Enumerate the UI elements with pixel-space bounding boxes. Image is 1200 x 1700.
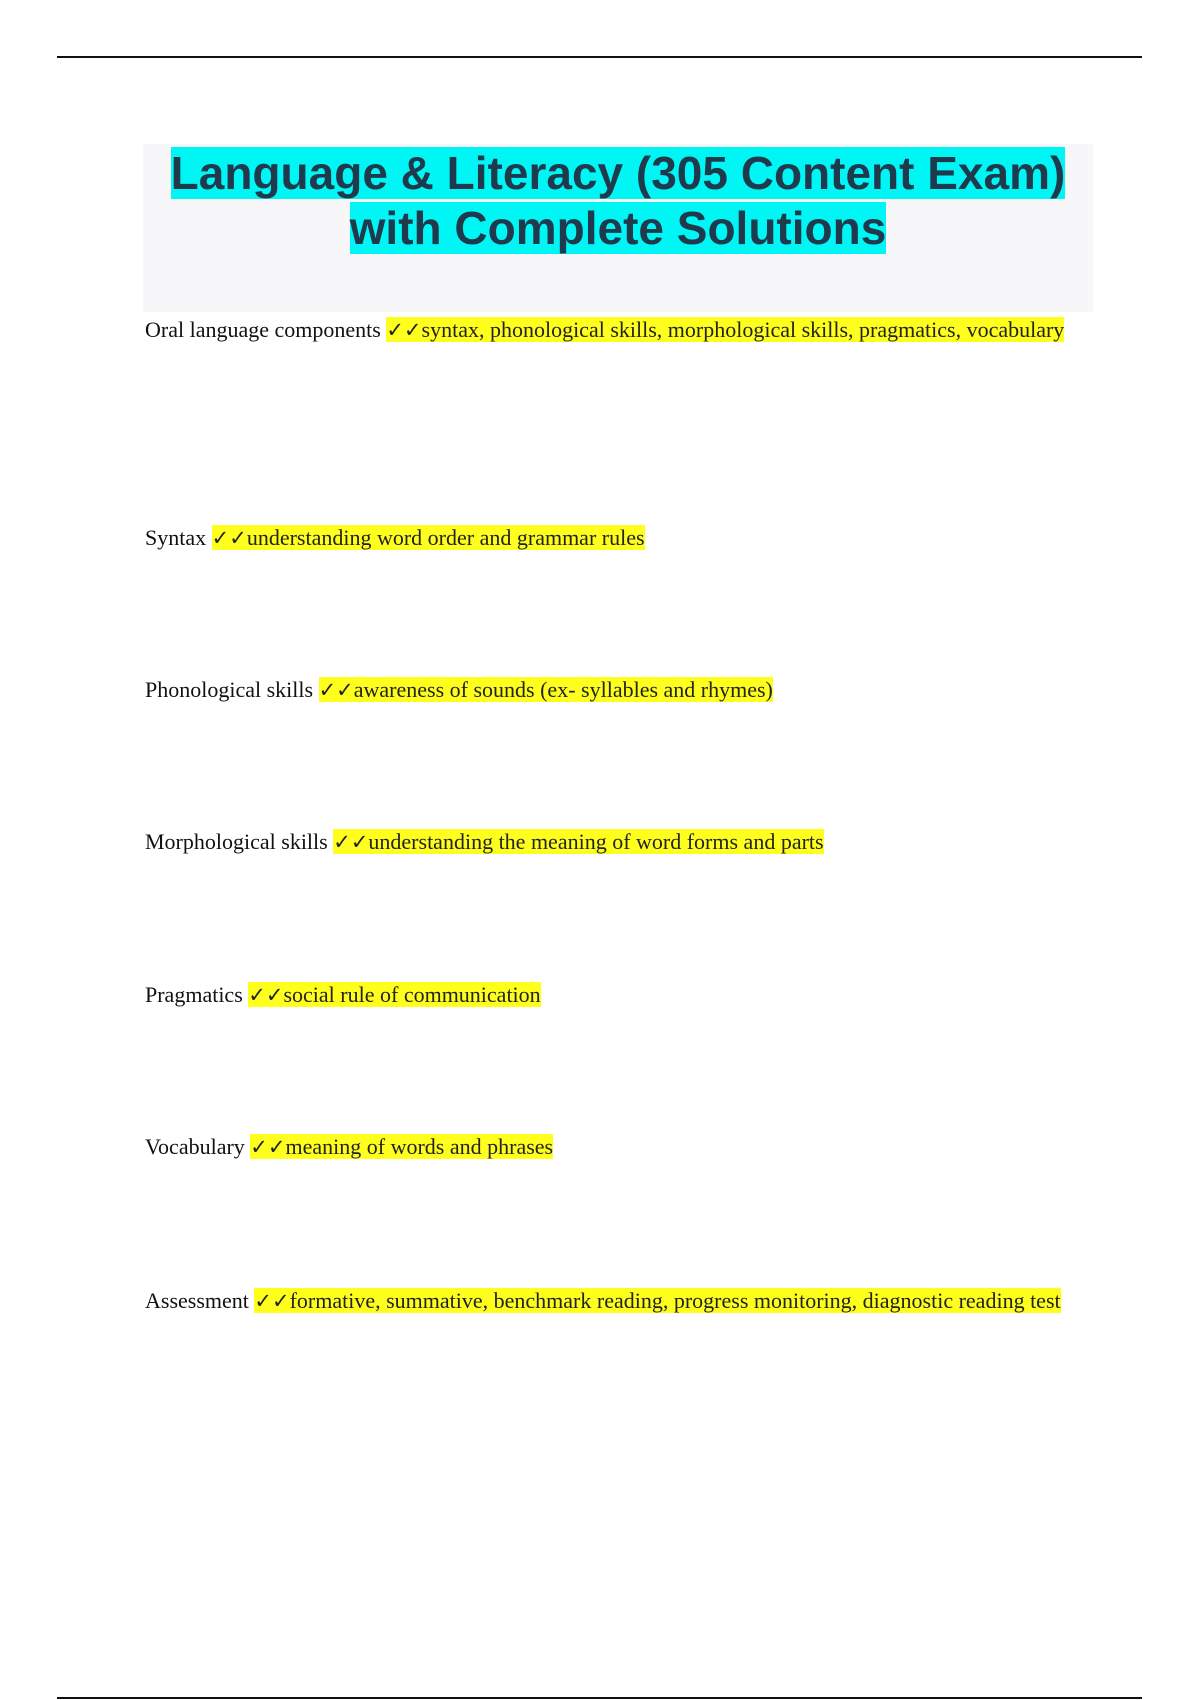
entry-answer-highlight (254, 1288, 1060, 1313)
entry-answer-highlight (250, 1134, 553, 1159)
title-block (143, 144, 1093, 312)
qa-entry-morphological (145, 811, 1065, 873)
entry-term: Phonological skills (145, 677, 314, 702)
entry-term: Oral language components (145, 317, 381, 342)
qa-entry-assessment (145, 1270, 1065, 1332)
entry-answer: awareness of sounds (ex- syllables and rhymes) (353, 677, 773, 702)
double-check-icon: ✓✓ (333, 830, 369, 854)
entry-answer-highlight (248, 982, 540, 1007)
bottom-rule (57, 1697, 1142, 1699)
double-check-icon: ✓✓ (248, 983, 284, 1007)
entry-answer: syntax, phonological skills, morphological skills, pragmatics, vocabulary (421, 317, 1065, 342)
qa-entry-oral-language (145, 299, 1065, 361)
qa-entry-phonological (145, 659, 1065, 721)
double-check-icon: ✓✓ (254, 1289, 290, 1313)
entry-answer: formative, summative, benchmark reading, progress monitoring, diagnostic reading test (289, 1288, 1061, 1313)
entry-term: Morphological skills (145, 829, 328, 854)
double-check-icon: ✓✓ (386, 318, 422, 342)
double-check-icon: ✓✓ (211, 526, 247, 550)
entry-term: Pragmatics (145, 982, 243, 1007)
entry-term: Syntax (145, 525, 207, 550)
document-title (143, 144, 1093, 256)
entry-answer-highlight (319, 677, 773, 702)
entry-answer-highlight (333, 829, 823, 854)
qa-entry-pragmatics (145, 964, 1065, 1026)
entry-answer: social rule of communication (283, 982, 541, 1007)
qa-entry-syntax (145, 507, 1065, 569)
document-title-text: Language & Literacy (305 Content Exam) with Complete Solutions (170, 147, 1066, 254)
top-rule (57, 56, 1142, 58)
entry-answer-highlight (386, 317, 1064, 342)
entry-answer-highlight (212, 525, 645, 550)
entry-answer: understanding the meaning of word forms and parts (368, 829, 824, 854)
entry-term: Vocabulary (145, 1134, 245, 1159)
entry-answer: understanding word order and grammar rules (246, 525, 645, 550)
entry-answer: meaning of words and phrases (285, 1134, 554, 1159)
entry-term: Assessment (145, 1288, 249, 1313)
double-check-icon: ✓✓ (318, 678, 354, 702)
double-check-icon: ✓✓ (250, 1135, 286, 1159)
qa-entry-vocabulary (145, 1116, 1065, 1178)
